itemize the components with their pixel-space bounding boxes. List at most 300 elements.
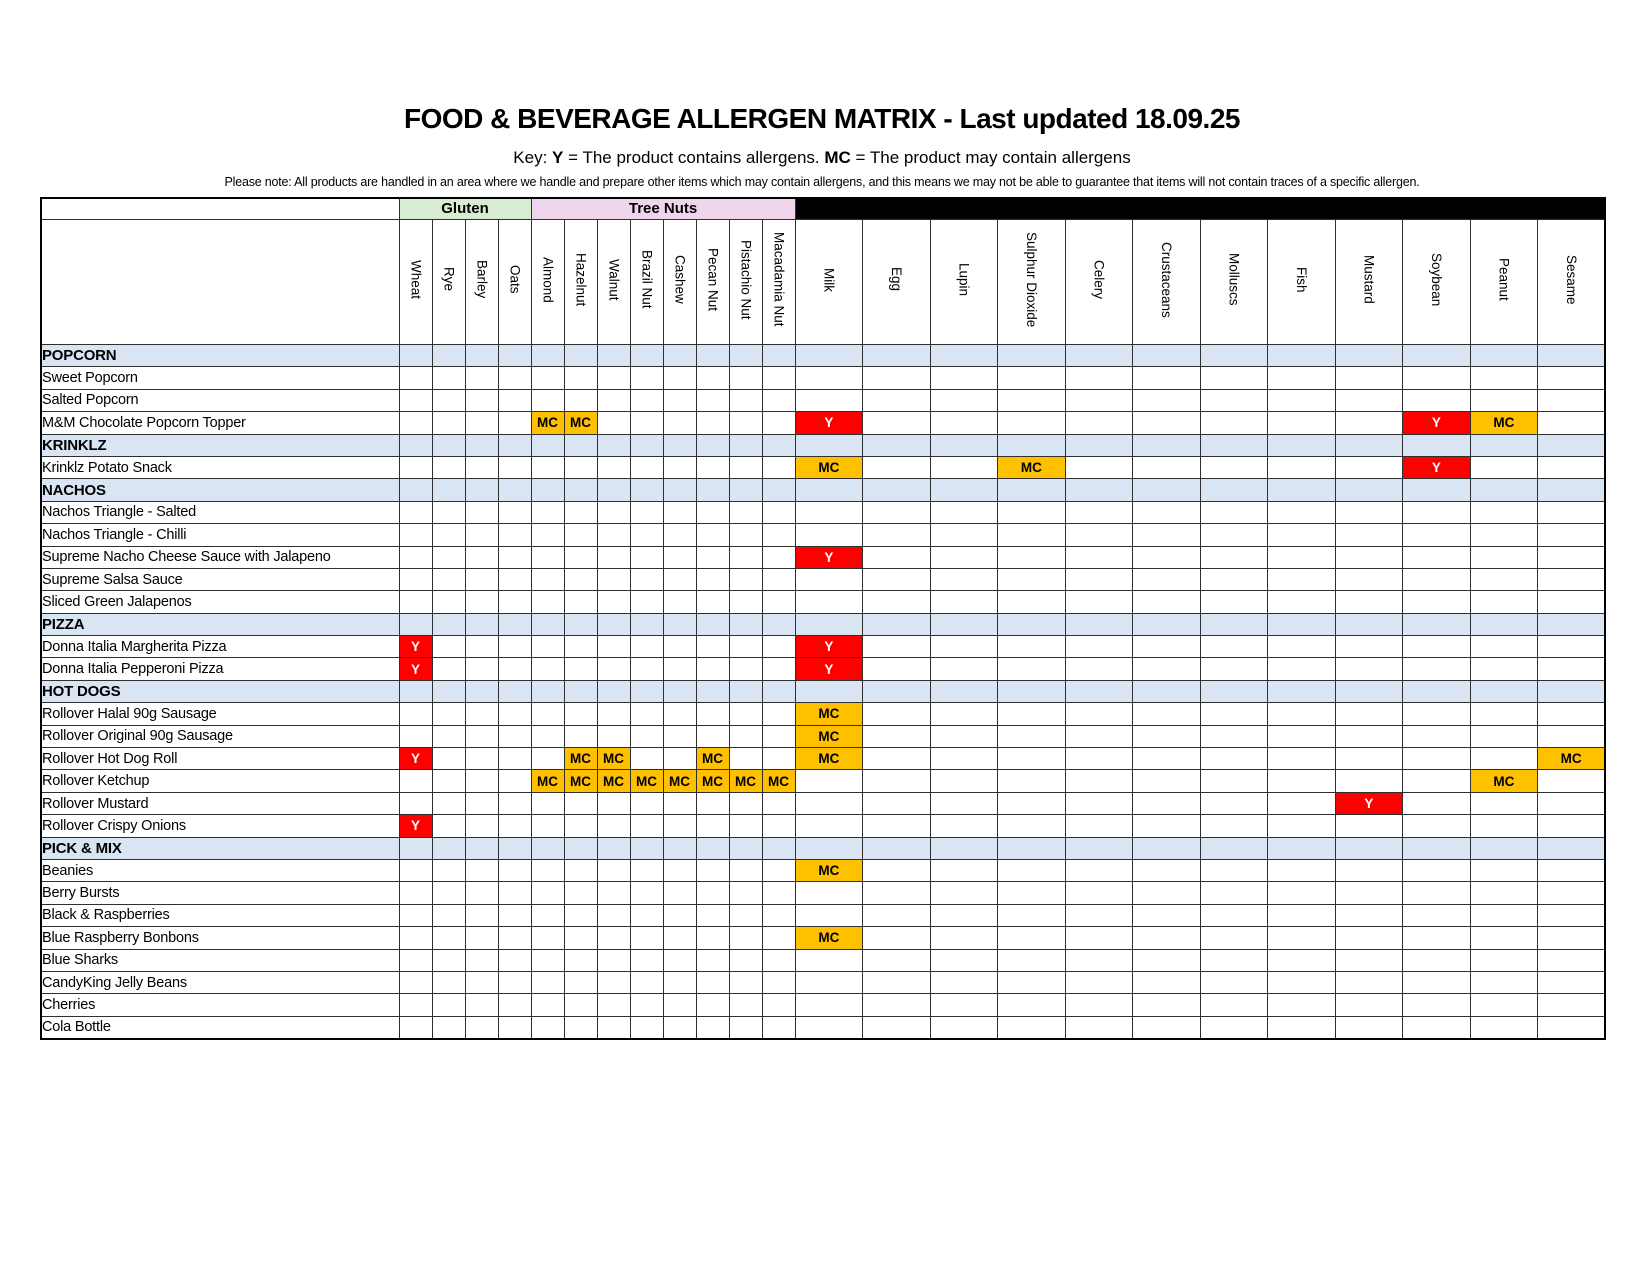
allergen-marker-milk-cell: Y — [795, 546, 863, 568]
allergen-marker-cashew-cell: MC — [663, 770, 696, 792]
allergen-marker-wheat-cell: Y — [399, 636, 432, 658]
allergen-brazil_nut-cell — [630, 389, 663, 411]
allergen-walnut-cell — [597, 367, 630, 389]
product-row — [41, 815, 1605, 837]
allergen-egg-cell — [863, 345, 931, 367]
allergen-egg-cell — [863, 636, 931, 658]
allergen-barley-cell — [465, 367, 498, 389]
allergen-hazelnut-cell — [564, 456, 597, 478]
column-header-barley-cell — [465, 220, 498, 345]
allergen-barley-cell — [465, 501, 498, 523]
allergen-hazelnut-cell — [564, 837, 597, 859]
allergen-cashew-cell — [663, 703, 696, 725]
allergen-fish-cell — [1268, 367, 1336, 389]
allergen-soybean-cell — [1403, 636, 1471, 658]
allergen-cashew-cell — [663, 859, 696, 881]
allergen-cashew-cell — [663, 367, 696, 389]
allergen-barley-cell — [465, 546, 498, 568]
allergen-crustaceans-cell — [1133, 456, 1201, 478]
allergen-crustaceans-cell — [1133, 367, 1201, 389]
allergen-celery-cell — [1065, 568, 1133, 590]
allergen-milk-cell — [795, 501, 863, 523]
allergen-brazil_nut-cell — [630, 501, 663, 523]
product-row-label: Berry Bursts — [41, 882, 399, 904]
allergen-fish-cell — [1268, 792, 1336, 814]
allergen-hazelnut-cell — [564, 859, 597, 881]
allergen-almond-cell — [531, 703, 564, 725]
allergen-brazil_nut-cell — [630, 748, 663, 770]
allergen-fish-cell — [1268, 770, 1336, 792]
allergen-egg-cell — [863, 367, 931, 389]
allergen-macadamia_nut-cell — [762, 345, 795, 367]
column-header-milk: Milk — [821, 267, 837, 292]
allergen-egg-cell — [863, 792, 931, 814]
allergen-mustard-cell — [1335, 994, 1403, 1016]
allergen-cashew-cell — [663, 949, 696, 971]
column-header-wheat-cell — [399, 220, 432, 345]
allergen-molluscs-cell — [1200, 703, 1268, 725]
allergen-cashew-cell — [663, 927, 696, 949]
allergen-pistachio_nut-cell — [729, 568, 762, 590]
allergen-peanut-cell — [1470, 568, 1538, 590]
allergen-fish-cell — [1268, 546, 1336, 568]
product-row-label: Beanies — [41, 859, 399, 881]
allergen-marker-wheat-cell: Y — [399, 658, 432, 680]
allergen-hazelnut-cell — [564, 904, 597, 926]
allergen-rye-cell — [432, 658, 465, 680]
allergen-hazelnut-cell — [564, 703, 597, 725]
allergen-soybean-cell — [1403, 770, 1471, 792]
allergen-oats-cell — [498, 927, 531, 949]
allergen-brazil_nut-cell — [630, 837, 663, 859]
allergen-hazelnut-cell — [564, 345, 597, 367]
allergen-barley-cell — [465, 345, 498, 367]
allergen-sulphur_dioxide-cell — [998, 1016, 1066, 1038]
allergen-mustard-cell — [1335, 389, 1403, 411]
allergen-mustard-cell — [1335, 904, 1403, 926]
allergen-sesame-cell — [1538, 389, 1606, 411]
allergen-pecan_nut-cell — [696, 680, 729, 702]
allergen-almond-cell — [531, 389, 564, 411]
allergen-oats-cell — [498, 859, 531, 881]
allergen-pistachio_nut-cell — [729, 748, 762, 770]
allergen-soybean-cell — [1403, 792, 1471, 814]
allergen-celery-cell — [1065, 994, 1133, 1016]
allergen-rye-cell — [432, 389, 465, 411]
allergen-crustaceans-cell — [1133, 636, 1201, 658]
column-header-hazelnut: Hazelnut — [573, 252, 589, 307]
allergen-marker-walnut-cell: MC — [597, 748, 630, 770]
allergen-peanut-cell — [1470, 1016, 1538, 1038]
column-header-soybean: Soybean — [1429, 252, 1445, 307]
allergen-lupin-cell — [930, 434, 998, 456]
document-content — [40, 0, 1604, 190]
allergen-crustaceans-cell — [1133, 501, 1201, 523]
allergen-pecan_nut-cell — [696, 815, 729, 837]
allergen-cashew-cell — [663, 815, 696, 837]
allergen-milk-cell — [795, 568, 863, 590]
allergen-almond-cell — [531, 434, 564, 456]
column-header-sesame: Sesame — [1563, 254, 1579, 305]
allergen-rye-cell — [432, 479, 465, 501]
allergen-sulphur_dioxide-cell — [998, 434, 1066, 456]
allergen-cashew-cell — [663, 882, 696, 904]
allergen-wheat-cell — [399, 456, 432, 478]
allergen-molluscs-cell — [1200, 546, 1268, 568]
allergen-rye-cell — [432, 725, 465, 747]
allergen-celery-cell — [1065, 636, 1133, 658]
allergen-barley-cell — [465, 434, 498, 456]
allergen-hazelnut-cell — [564, 434, 597, 456]
allergen-sulphur_dioxide-cell — [998, 949, 1066, 971]
allergen-wheat-cell — [399, 770, 432, 792]
allergen-sesame-cell — [1538, 434, 1606, 456]
allergen-walnut-cell — [597, 927, 630, 949]
allergen-marker-macadamia_nut-cell: MC — [762, 770, 795, 792]
allergen-barley-cell — [465, 837, 498, 859]
allergen-macadamia_nut-cell — [762, 792, 795, 814]
allergen-hazelnut-cell — [564, 546, 597, 568]
allergen-celery-cell — [1065, 815, 1133, 837]
allergen-lupin-cell — [930, 837, 998, 859]
allergen-almond-cell — [531, 568, 564, 590]
allergen-rye-cell — [432, 994, 465, 1016]
allergen-pecan_nut-cell — [696, 568, 729, 590]
allergen-oats-cell — [498, 412, 531, 434]
allergen-wheat-cell — [399, 501, 432, 523]
allergen-mustard-cell — [1335, 770, 1403, 792]
allergen-barley-cell — [465, 927, 498, 949]
allergen-rye-cell — [432, 568, 465, 590]
allergen-celery-cell — [1065, 546, 1133, 568]
product-row — [41, 994, 1605, 1016]
column-header-lupin: Lupin — [956, 262, 972, 297]
allergen-sulphur_dioxide-cell — [998, 658, 1066, 680]
allergen-crustaceans-cell — [1133, 837, 1201, 859]
allergen-wheat-cell — [399, 546, 432, 568]
allergen-celery-cell — [1065, 479, 1133, 501]
column-header-almond: Almond — [540, 256, 556, 303]
allergen-lupin-cell — [930, 591, 998, 613]
allergen-sesame-cell — [1538, 345, 1606, 367]
allergen-mustard-cell — [1335, 636, 1403, 658]
allergen-lupin-cell — [930, 345, 998, 367]
column-header-sulphur_dioxide: Sulphur Dioxide — [1024, 231, 1040, 328]
allergen-cashew-cell — [663, 680, 696, 702]
allergen-barley-cell — [465, 680, 498, 702]
allergen-marker-sulphur_dioxide-cell: MC — [998, 456, 1066, 478]
allergen-peanut-cell — [1470, 971, 1538, 993]
allergen-lupin-cell — [930, 367, 998, 389]
allergen-crustaceans-cell — [1133, 680, 1201, 702]
allergen-brazil_nut-cell — [630, 479, 663, 501]
allergen-fish-cell — [1268, 524, 1336, 546]
allergen-hazelnut-cell — [564, 389, 597, 411]
group-header-other-allergens — [795, 198, 1605, 220]
allergen-egg-cell — [863, 546, 931, 568]
allergen-barley-cell — [465, 725, 498, 747]
allergen-peanut-cell — [1470, 859, 1538, 881]
allergen-pistachio_nut-cell — [729, 904, 762, 926]
key-mc-symbol: MC — [824, 148, 851, 167]
allergen-pecan_nut-cell — [696, 792, 729, 814]
allergen-mustard-cell — [1335, 434, 1403, 456]
column-header-oats-cell — [498, 220, 531, 345]
allergen-wheat-cell — [399, 680, 432, 702]
allergen-oats-cell — [498, 792, 531, 814]
allergen-sulphur_dioxide-cell — [998, 927, 1066, 949]
allergen-brazil_nut-cell — [630, 927, 663, 949]
allergen-barley-cell — [465, 859, 498, 881]
allergen-barley-cell — [465, 882, 498, 904]
allergen-sulphur_dioxide-cell — [998, 971, 1066, 993]
allergen-macadamia_nut-cell — [762, 994, 795, 1016]
allergen-pecan_nut-cell — [696, 456, 729, 478]
allergen-fish-cell — [1268, 971, 1336, 993]
allergen-peanut-cell — [1470, 479, 1538, 501]
allergen-fish-cell — [1268, 882, 1336, 904]
allergen-rye-cell — [432, 904, 465, 926]
allergen-soybean-cell — [1403, 859, 1471, 881]
allergen-milk-cell — [795, 770, 863, 792]
allergen-barley-cell — [465, 412, 498, 434]
allergen-celery-cell — [1065, 367, 1133, 389]
allergen-rye-cell — [432, 456, 465, 478]
allergen-marker-wheat-cell: Y — [399, 748, 432, 770]
allergen-peanut-cell — [1470, 680, 1538, 702]
allergen-walnut-cell — [597, 479, 630, 501]
allergen-crustaceans-cell — [1133, 971, 1201, 993]
allergen-peanut-cell — [1470, 725, 1538, 747]
product-row — [41, 971, 1605, 993]
allergen-egg-cell — [863, 501, 931, 523]
category-row-label: PIZZA — [41, 613, 399, 635]
allergen-matrix-table — [40, 197, 1606, 1040]
key-mc-description: = The product may contain allergens — [850, 148, 1131, 167]
allergen-pecan_nut-cell — [696, 546, 729, 568]
column-header-crustaceans-cell — [1133, 220, 1201, 345]
allergen-fish-cell — [1268, 927, 1336, 949]
allergen-soybean-cell — [1403, 748, 1471, 770]
allergen-soybean-cell — [1403, 927, 1471, 949]
allergen-almond-cell — [531, 725, 564, 747]
allergen-egg-cell — [863, 389, 931, 411]
allergen-molluscs-cell — [1200, 367, 1268, 389]
allergen-molluscs-cell — [1200, 971, 1268, 993]
product-row — [41, 591, 1605, 613]
allergen-milk-cell — [795, 524, 863, 546]
allergen-walnut-cell — [597, 792, 630, 814]
allergen-rye-cell — [432, 815, 465, 837]
allergen-peanut-cell — [1470, 837, 1538, 859]
allergen-soybean-cell — [1403, 658, 1471, 680]
product-row-label: Krinklz Potato Snack — [41, 456, 399, 478]
category-row-label: HOT DOGS — [41, 680, 399, 702]
allergen-pistachio_nut-cell — [729, 859, 762, 881]
allergen-pecan_nut-cell — [696, 971, 729, 993]
allergen-crustaceans-cell — [1133, 389, 1201, 411]
allergen-barley-cell — [465, 479, 498, 501]
allergen-pistachio_nut-cell — [729, 994, 762, 1016]
allergen-milk-cell — [795, 904, 863, 926]
allergen-macadamia_nut-cell — [762, 680, 795, 702]
allergen-peanut-cell — [1470, 636, 1538, 658]
allergen-oats-cell — [498, 904, 531, 926]
allergen-brazil_nut-cell — [630, 859, 663, 881]
allergen-oats-cell — [498, 345, 531, 367]
product-row-label: Black & Raspberries — [41, 904, 399, 926]
allergen-almond-cell — [531, 815, 564, 837]
allergen-pecan_nut-cell — [696, 412, 729, 434]
allergen-wheat-cell — [399, 434, 432, 456]
allergen-wheat-cell — [399, 971, 432, 993]
allergen-pecan_nut-cell — [696, 859, 729, 881]
allergen-brazil_nut-cell — [630, 456, 663, 478]
allergen-walnut-cell — [597, 412, 630, 434]
allergen-walnut-cell — [597, 456, 630, 478]
allergen-oats-cell — [498, 770, 531, 792]
allergen-milk-cell — [795, 680, 863, 702]
allergen-sulphur_dioxide-cell — [998, 792, 1066, 814]
column-header-walnut: Walnut — [606, 258, 622, 301]
allergen-hazelnut-cell — [564, 479, 597, 501]
allergen-crustaceans-cell — [1133, 994, 1201, 1016]
allergen-wheat-cell — [399, 345, 432, 367]
allergen-molluscs-cell — [1200, 479, 1268, 501]
product-row-label: Cherries — [41, 994, 399, 1016]
allergen-walnut-cell — [597, 568, 630, 590]
allergen-molluscs-cell — [1200, 345, 1268, 367]
allergen-oats-cell — [498, 658, 531, 680]
allergen-barley-cell — [465, 971, 498, 993]
allergen-fish-cell — [1268, 613, 1336, 635]
allergen-pistachio_nut-cell — [729, 524, 762, 546]
allergen-brazil_nut-cell — [630, 949, 663, 971]
allergen-egg-cell — [863, 971, 931, 993]
column-header-oats: Oats — [507, 265, 523, 294]
allergen-pecan_nut-cell — [696, 479, 729, 501]
allergen-sesame-cell — [1538, 949, 1606, 971]
column-header-fish: Fish — [1294, 266, 1310, 293]
allergen-wheat-cell — [399, 725, 432, 747]
product-row-label: Nachos Triangle - Salted — [41, 501, 399, 523]
allergen-walnut-cell — [597, 524, 630, 546]
allergen-milk-cell — [795, 949, 863, 971]
allergen-pecan_nut-cell — [696, 658, 729, 680]
allergen-molluscs-cell — [1200, 748, 1268, 770]
allergen-marker-wheat-cell: Y — [399, 815, 432, 837]
allergen-peanut-cell — [1470, 524, 1538, 546]
allergen-celery-cell — [1065, 725, 1133, 747]
allergen-peanut-cell — [1470, 748, 1538, 770]
product-row — [41, 367, 1605, 389]
product-row — [41, 725, 1605, 747]
allergen-sesame-cell — [1538, 680, 1606, 702]
product-row — [41, 949, 1605, 971]
allergen-hazelnut-cell — [564, 927, 597, 949]
category-row — [41, 479, 1605, 501]
allergen-almond-cell — [531, 859, 564, 881]
allergen-marker-milk-cell: MC — [795, 748, 863, 770]
column-header-pistachio_nut: Pistachio Nut — [738, 239, 754, 320]
allergen-brazil_nut-cell — [630, 568, 663, 590]
allergen-wheat-cell — [399, 703, 432, 725]
allergen-almond-cell — [531, 456, 564, 478]
product-row-label: Sliced Green Jalapenos — [41, 591, 399, 613]
allergen-sulphur_dioxide-cell — [998, 367, 1066, 389]
allergen-egg-cell — [863, 658, 931, 680]
allergen-egg-cell — [863, 613, 931, 635]
allergen-brazil_nut-cell — [630, 345, 663, 367]
allergen-oats-cell — [498, 524, 531, 546]
allergen-celery-cell — [1065, 591, 1133, 613]
allergen-egg-cell — [863, 748, 931, 770]
column-header-molluscs-cell — [1200, 220, 1268, 345]
allergen-soybean-cell — [1403, 815, 1471, 837]
product-row-label: Blue Sharks — [41, 949, 399, 971]
allergen-oats-cell — [498, 725, 531, 747]
allergen-lupin-cell — [930, 658, 998, 680]
allergen-barley-cell — [465, 613, 498, 635]
allergen-wheat-cell — [399, 837, 432, 859]
allergen-fish-cell — [1268, 412, 1336, 434]
allergen-peanut-cell — [1470, 456, 1538, 478]
allergen-oats-cell — [498, 680, 531, 702]
allergen-mustard-cell — [1335, 501, 1403, 523]
allergen-walnut-cell — [597, 658, 630, 680]
corner-cell — [41, 198, 399, 220]
allergen-barley-cell — [465, 748, 498, 770]
allergen-molluscs-cell — [1200, 456, 1268, 478]
allergen-fish-cell — [1268, 680, 1336, 702]
allergen-egg-cell — [863, 882, 931, 904]
allergen-brazil_nut-cell — [630, 1016, 663, 1038]
allergen-pecan_nut-cell — [696, 389, 729, 411]
product-row-label: Rollover Mustard — [41, 792, 399, 814]
group-header-label: Tree Nuts — [628, 200, 698, 217]
group-header-gluten — [399, 198, 531, 220]
allergen-celery-cell — [1065, 501, 1133, 523]
allergen-marker-almond-cell: MC — [531, 770, 564, 792]
product-row — [41, 882, 1605, 904]
allergen-sesame-cell — [1538, 658, 1606, 680]
allergen-barley-cell — [465, 568, 498, 590]
allergen-lupin-cell — [930, 748, 998, 770]
product-row — [41, 770, 1605, 792]
allergen-sesame-cell — [1538, 882, 1606, 904]
column-header-lupin-cell — [930, 220, 998, 345]
allergen-peanut-cell — [1470, 815, 1538, 837]
allergen-fish-cell — [1268, 815, 1336, 837]
allergen-marker-mustard-cell: Y — [1335, 792, 1403, 814]
allergen-wheat-cell — [399, 904, 432, 926]
allergen-fish-cell — [1268, 703, 1336, 725]
allergen-oats-cell — [498, 882, 531, 904]
allergen-cashew-cell — [663, 412, 696, 434]
allergen-walnut-cell — [597, 1016, 630, 1038]
allergen-crustaceans-cell — [1133, 703, 1201, 725]
allergen-sulphur_dioxide-cell — [998, 479, 1066, 501]
allergen-barley-cell — [465, 658, 498, 680]
allergen-walnut-cell — [597, 680, 630, 702]
allergen-walnut-cell — [597, 725, 630, 747]
allergen-soybean-cell — [1403, 524, 1471, 546]
allergen-soybean-cell — [1403, 725, 1471, 747]
allergen-sesame-cell — [1538, 613, 1606, 635]
allergen-peanut-cell — [1470, 591, 1538, 613]
product-row — [41, 501, 1605, 523]
allergen-oats-cell — [498, 636, 531, 658]
